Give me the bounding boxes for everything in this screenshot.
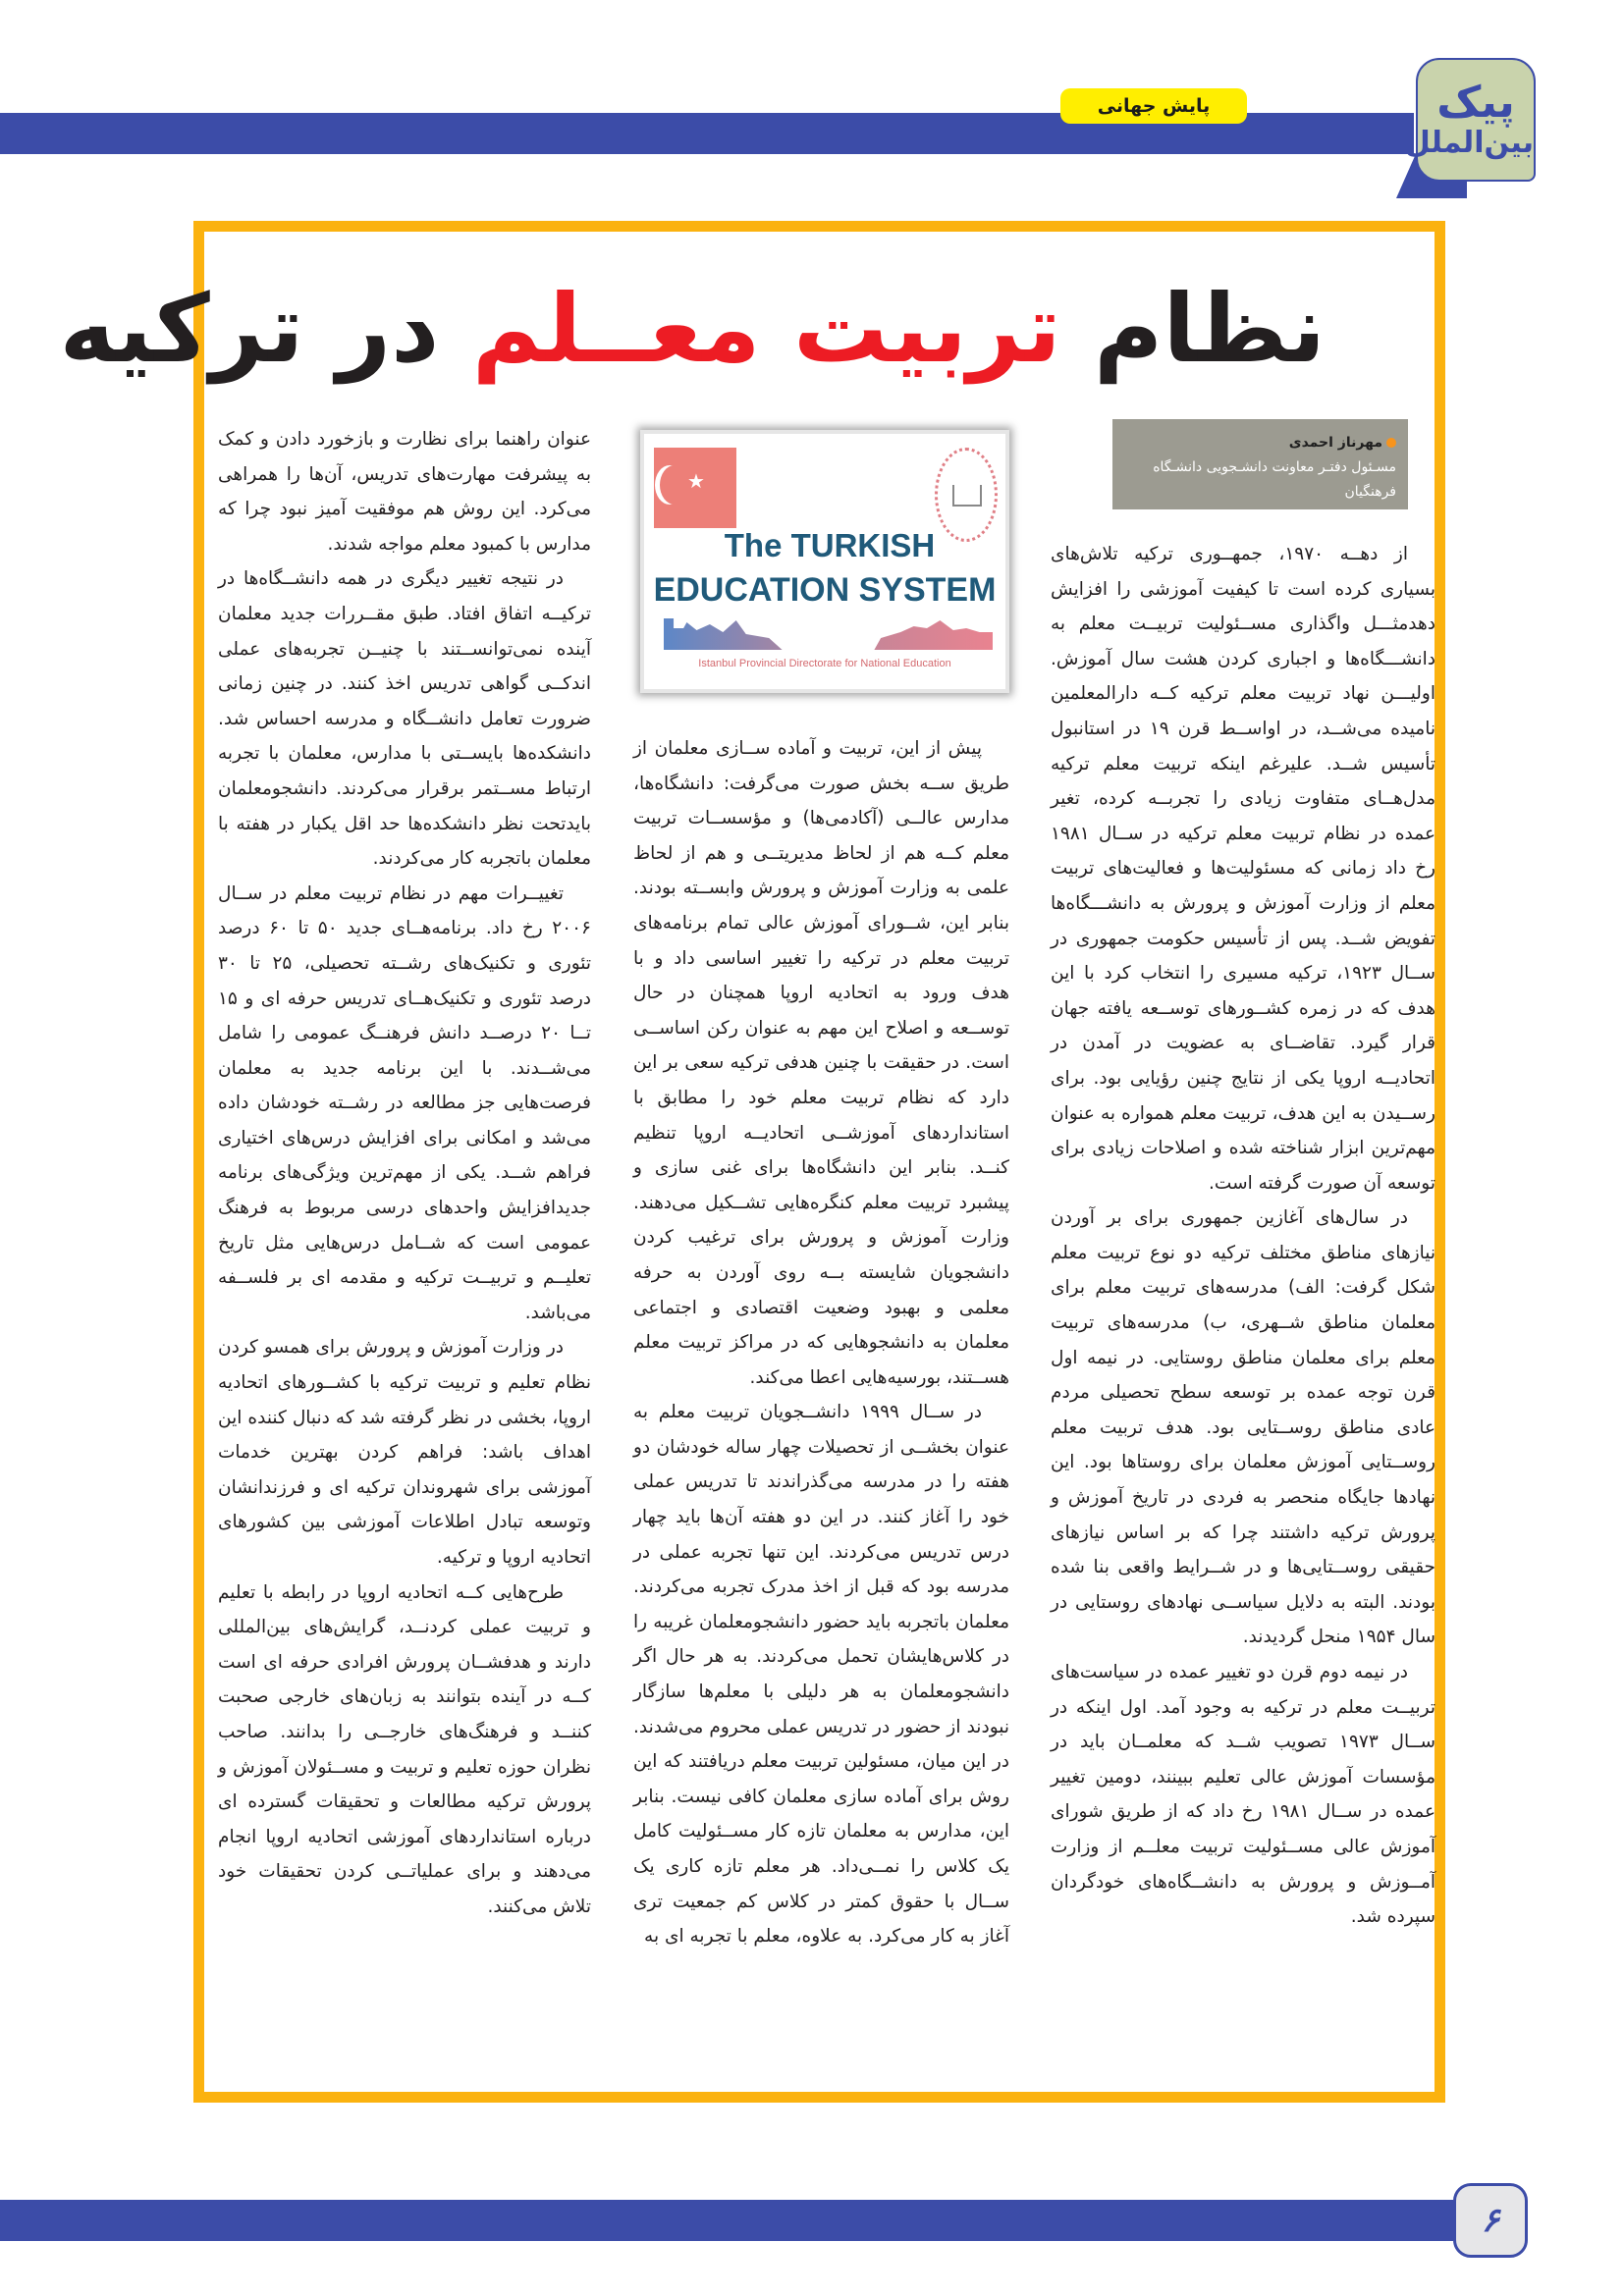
paragraph: از دهــه ۱۹۷۰، جمهــوری ترکیه تلاش‌های بسیاری کرده است تا کیفیت آموزشی را افزایش دهدمثـــل واگذاری مســئولیت تربیــت معلم به دانشـــگاه‌ها و اجباری کردن هشت سال آموزش. اولیـــن نهاد تربیت معلم ترکیه کــه دارالمعلمین نامیده می‌شــد، در اواســط قرن ۱۹ در استانبول تأسیس شــد. علیرغم اینکه تربیت معلم ترکیه مدل‌هــای متفاوت زیادی را تجربــه کرده، تغیر عمده در نظام تربیت معلم ترکیه در ســال ۱۹۸۱ رخ داد زمانی که مسئولیت‌ها و فعالیت‌های تربیت معلم از وزارت آموزش و پرورش به دانشـــگاه‌ها تفویض شــد. پس از تأسیس حکومت جمهوری در ســال ۱۹۲۳، ترکیه مسیری را انتخاب کرد با این هدف که در زمره کشــورهای توســعه یافته جهان قرار گیرد. تقاضــای به عضویت در آمدن در اتحادیــه اروپا یکی از نتایج چنین رؤیایی بود. برای رســیدن به این هدف، تربیت معلم همواره به عنوان مهم‌ترین ابزار شناخته شده و اصلاحات زیادی برای توسعه آن صورت گرفته است. bbox=[1051, 544, 1435, 1194]
image-title-line1: The TURKISH bbox=[724, 527, 936, 563]
column-left bbox=[218, 422, 591, 1925]
paragraph: در وزارت آموزش و پرورش برای همسو کردن نظام تعلیم و تربیت ترکیه با کشــورهای اتحادیه اروپا، بخشی در نظر گرفته شد که دنبال کننده این اهداف باشد: فراهم کردن بهترین خدمات آموزشی برای شهروندان ترکیه ای و فرزندانشان وتوسعه تبادل اطلاعات آموزشی بین کشورهای اتحادیه اروپا و ترکیه. bbox=[218, 1337, 591, 1568]
paragraph: تغییــرات مهم در نظام تربیت معلم در ســال ۲۰۰۶ رخ داد. برنامه‌هــای جدید ۵۰ تا ۶۰ درصد تئوری و تکنیک‌های رشــته تحصیلی، ۲۵ تا ۳۰ درصد تئوری و تکنیک‌هــای تدریس حرفه ای و ۱۵ تــا ۲۰ درصــد دانش فرهنــگ عمومی را شامل می‌شــدند. با این برنامه جدید به معلمان فرصت‌هایی جز مطالعه در رشــته خودشان داده می‌شد و امکانی برای افزایش درس‌های اختیاری فراهم شــد. یکی از مهم‌ترین ویژگی‌های برنامه جدیدافزایش واحدهای درسی مربوط به فرهنگ عمومی است که شــامل درس‌هایی مثل تاریخ تعلیــم و تربیــت ترکیه و مقدمه ای بر فلســفه می‌باشد. bbox=[218, 882, 592, 1323]
paragraph: در سال‌های آغازین جمهوری برای بر آوردن نیازهای مناطق مختلف ترکیه دو نوع تربیت معلم شکل گرفت: الف) مدرسه‌های تربیت معلم برای معلمان مناطق شــهری، ب) مدرسه‌های تربیت معلم برای معلمان مناطق روستایی. در نیمه اول قرن توجه عمده بر توسعه سطح تحصیلی مردم عادی مناطق روســتایی بود. هدف تربیت معلم روســتایی آموزش معلمان برای روستاها بود. این نهادها جایگاه منحصر به فردی در تاریخ آموزش و پرورش ترکیه داشتند چرا که بر اساس نیازهای حقیقی روســتایی‌ها و در شــرایط واقعی بنا شده بودند. البته به دلایل سیاســی نهادهای روستایی در سال ۱۹۵۴ منحل گردیدند. bbox=[1051, 1207, 1435, 1648]
paragraph: عنوان راهنما برای نظارت و بازخورد دادن و کمک به پیشرفت مهارت‌های تدریس، آن‌ها را همراهی می‌کرد. این روش هم موفقیت آمیز نبود چرا که مدارس با کمبود معلم مواجه شدند. bbox=[218, 429, 591, 555]
magazine-logo bbox=[1404, 58, 1536, 182]
bullet-dot-icon bbox=[1386, 438, 1396, 448]
section-label: پایش جهانی bbox=[1060, 88, 1247, 124]
paragraph: در نیمه دوم قرن دو تغییر عمده در سیاست‌های تربیــت معلم در ترکیه به وجود آمد. اول اینکه در ســال ۱۹۷۳ تصویب شــد که معلمــان باید در مؤسسات آموزش عالی تعلیم ببینند، دومین تغییر عمده در ســال ۱۹۸۱ رخ داد که از طریق شورای آموزش عالی مســئولیت تربیت معلــم از وزارت آمــوزش و پرورش به دانشــگاه‌های خودگردان سپرده شد. bbox=[1051, 1662, 1435, 1928]
title-part2: تربیت معــلم bbox=[471, 274, 1061, 384]
paragraph: در ســال ۱۹۹۹ دانشــجویان تربیت معلم به عنوان بخشــی از تحصیلات چهار ساله خودشان دو هفته را در مدرسه می‌گذراندند تا تدریس عملی خود را آغاز کنند. در این دو هفته آن‌ها باید چهار درس تدریس می‌کردند. این تنها تجربه عملی در مدرسه بود که قبل از اخذ مدرک تجربه می‌کردند. معلمان باتجربه باید حضور دانشجومعلمان غریبه را در کلاس‌هایشان تحمل می‌کردند. به هر حال اگر دانشجومعلمان به هر دلیلی با معلم‌ها سازگار نبودند از حضور در تدریس عملی محروم می‌شدند. در این میان، مسئولین تربیت معلم دریافتند که این روش برای آماده سازی معلمان کافی نیست. بنابر این، مدارس به معلمان تازه کار مســئولیت کامل یک کلاس را نمــی‌داد. هر معلم تازه کاری یک ســال با حقوق کمتر در کلاس کم جمعیت تری آغاز به کار می‌کرد. به علاوه، معلم با تجربه ای به bbox=[633, 1402, 1009, 1948]
column-right bbox=[1051, 537, 1435, 1935]
paragraph: طرح‌هایی کــه اتحادیه اروپا در رابطه با تعلیم و تربیت عملی کردنــد، گرایش‌های بین‌المللی دارند و هدفشــان پرورش افرادی حرفه ای است کــه در آینده بتوانند به زبان‌های خارجی صحبت کننــد و فرهنگ‌های خارجــی را بدانند. صاحب نظران حوزه تعلیم و تربیت و مســئولان آموزش و پرورش ترکیه مطالعات و تحقیقات گسترده ای درباره استانداردهای آموزشی اتحادیه اروپا انجام می‌دهند و برای عملیاتــی کردن تحقیقات خود تلاش می‌کنند. bbox=[218, 1581, 591, 1917]
footer-band bbox=[0, 2200, 1453, 2241]
article-image bbox=[640, 430, 1009, 693]
article-title bbox=[59, 265, 1326, 393]
logo-line2: بین‌الملل bbox=[1404, 126, 1534, 160]
crescent-icon bbox=[660, 465, 689, 505]
logo-line1: پیک bbox=[1436, 78, 1515, 128]
author-box bbox=[1112, 419, 1408, 509]
paragraph: در نتیجه تغییر دیگری در همه دانشــگاه‌ها در ترکیــه اتفاق افتاد. طبق مقــررات جدید معلمان آینده نمی‌توانســتند با چنیــن تجربه‌های عملی اندکــی گواهی تدریس اخذ کنند. در چنین زمانی ضرورت تعامل دانشــگاه و مدرسه احساس شد. دانشکده‌ها بایســتی با مدارس، معلمان با تجربه ارتباط مســتمر برقرار می‌کردند. دانشجومعلمان بایدتحت نظر دانشکده‌ها حد اقل یکبار در هفته با معلمان باتجربه کار می‌کردند. bbox=[218, 568, 591, 870]
page-number: ۶ bbox=[1453, 2183, 1528, 2258]
column-middle bbox=[633, 731, 1009, 1954]
title-part3: در ترکیه bbox=[59, 274, 440, 384]
book-icon bbox=[952, 485, 982, 507]
istanbul-skyline bbox=[664, 611, 993, 650]
star-icon: ★ bbox=[687, 469, 705, 493]
author-role: مسـئول دفتـر معاونت دانشـجویی دانشـگاه فرهنگیان bbox=[1153, 459, 1396, 500]
paragraph: پیش از این، تربیت و آماده ســازی معلمان از طریق ســه بخش صورت می‌گرفت: دانشگاه‌ها، مدارس عالــی (آکادمی‌ها) و مؤسســات تربیت معلم کــه هم از لحاظ مدیریتــی و هم از لحاظ علمی به وزارت آموزش و پرورش وابســته بودند. بنابر این، شــورای آموزش عالی تمام برنامه‌های تربیت معلم در ترکیه را تغییر اساسی داد و با هدف ورود به اتحادیه اروپا همچنان در حال توســعه و اصلاح این مهم به عنوان رکن اساســی است. در حقیقت با چنین هدفی ترکیه سعی بر این دارد که نظام تربیت معلم خود را مطابق با استانداردهای آموزشــی اتحادیــه اروپا تنظیم کنــد. بنابر این دانشگاه‌ها برای غنی سازی و پیشبرد تربیت معلم کنگره‌هایی تشــکیل می‌دهند. وزارت آموزش و پرورش برای ترغیب کردن دانشجویان شایسته بــه روی آوردن به حرفه معلمی و بهبود وضعیت اقتصادی و اجتماعی معلمان به دانشجوهایی که در مراکز تربیت معلم هســتند، بورسیه‌هایی اعطا می‌کند. bbox=[633, 738, 1009, 1388]
image-title-line2: EDUCATION SYSTEM bbox=[653, 571, 997, 609]
image-caption: Istanbul Provincial Directorate for National Education bbox=[698, 658, 951, 669]
title-part1: نظام bbox=[1094, 274, 1326, 384]
author-name: مهرناز احمدی bbox=[1288, 435, 1382, 451]
